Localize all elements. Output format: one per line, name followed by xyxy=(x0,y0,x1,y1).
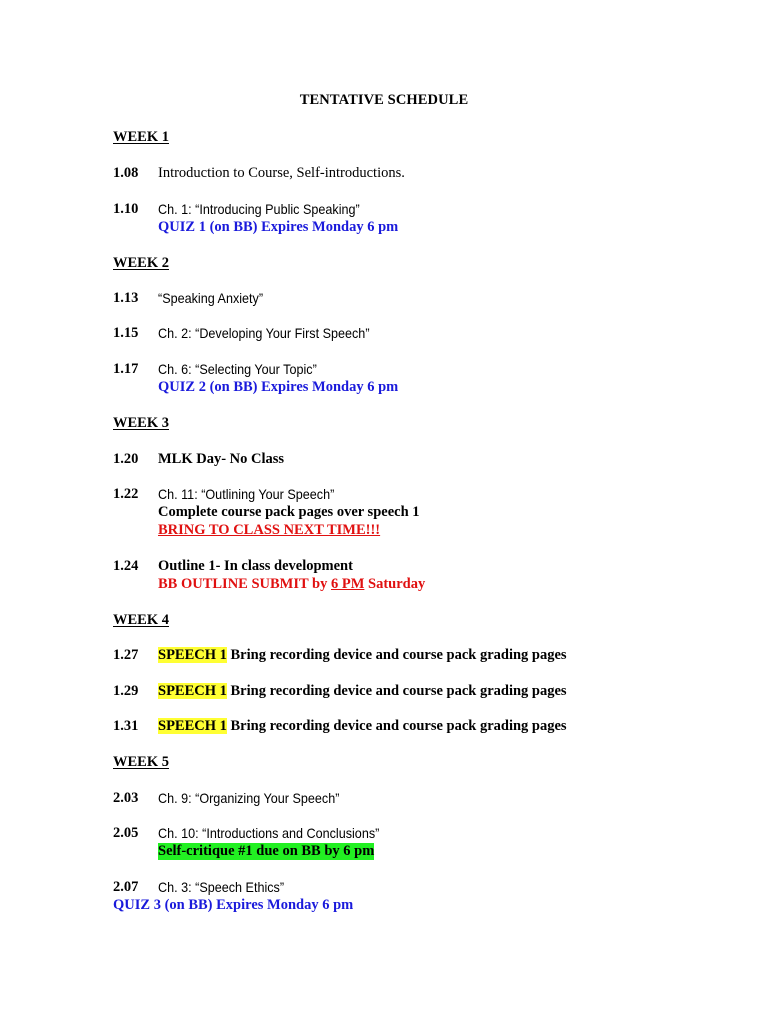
speech-tag: SPEECH 1 xyxy=(158,683,227,699)
date-1-17: 1.17 xyxy=(113,361,139,377)
speech-tag: SPEECH 1 xyxy=(158,647,227,663)
entry-1-27-text xyxy=(158,647,567,664)
date-1-10: 1.10 xyxy=(113,201,139,217)
entry-1-08-text: Introduction to Course, Self-introductions. xyxy=(158,165,405,181)
chapter-title: Ch. 9: “Organizing Your Speech” xyxy=(158,790,340,806)
page-title: TENTATIVE SCHEDULE xyxy=(299,92,469,108)
date-2-05: 2.05 xyxy=(113,825,139,841)
week-4-heading: WEEK 4 xyxy=(113,612,169,628)
date-1-15: 1.15 xyxy=(113,325,139,341)
speech-instructions: Bring recording device and course pack grading pages xyxy=(226,683,567,699)
week-1-heading: WEEK 1 xyxy=(113,129,169,145)
speech-instructions: Bring recording device and course pack grading pages xyxy=(226,718,567,734)
chapter-title: Ch. 1: “Introducing Public Speaking” xyxy=(158,201,360,217)
date-1-29: 1.29 xyxy=(113,683,139,699)
alert-text-a: BB OUTLINE SUBMIT by xyxy=(158,576,331,592)
week-3-heading: WEEK 3 xyxy=(113,415,169,431)
date-1-31: 1.31 xyxy=(113,718,139,734)
chapter-title: Ch. 6: “Selecting Your Topic” xyxy=(158,361,317,377)
date-2-07: 2.07 xyxy=(113,879,139,895)
quiz-2-notice: QUIZ 2 (on BB) Expires Monday 6 pm xyxy=(158,379,399,395)
chapter-title: “Speaking Anxiety” xyxy=(158,290,264,306)
self-critique-notice: Self-critique #1 due on BB by 6 pm xyxy=(158,843,375,859)
bring-to-class-alert: BRING TO CLASS NEXT TIME!!! xyxy=(158,522,381,538)
date-2-03: 2.03 xyxy=(113,790,139,806)
quiz-1-notice: QUIZ 1 (on BB) Expires Monday 6 pm xyxy=(158,219,399,235)
entry-1-17-text xyxy=(158,361,334,379)
entry-1-15-text xyxy=(158,325,393,343)
date-1-22: 1.22 xyxy=(113,486,139,502)
outline-submit-alert xyxy=(158,576,425,593)
entry-1-13-text xyxy=(158,290,275,308)
chapter-title: Ch. 3: “Speech Ethics” xyxy=(158,879,285,895)
date-1-27: 1.27 xyxy=(113,647,139,663)
chapter-title: Ch. 11: “Outlining Your Speech” xyxy=(158,486,335,502)
date-1-13: 1.13 xyxy=(113,290,139,306)
entry-1-24-text: Outline 1- In class development xyxy=(158,558,353,574)
date-1-08: 1.08 xyxy=(113,165,139,181)
course-pack-note: Complete course pack pages over speech 1 xyxy=(158,504,420,520)
chapter-title: Ch. 10: “Introductions and Conclusions” xyxy=(158,825,380,841)
entry-1-31-text xyxy=(158,718,567,735)
alert-deadline-time: 6 PM xyxy=(330,576,365,592)
entry-1-22-text xyxy=(158,486,354,504)
entry-2-07-text xyxy=(158,879,298,897)
week-5-heading: WEEK 5 xyxy=(113,754,169,770)
entry-2-05-text xyxy=(158,825,404,843)
alert-text-c: Saturday xyxy=(364,576,426,592)
entry-2-03-text xyxy=(158,790,360,808)
entry-1-29-text xyxy=(158,683,567,700)
date-1-24: 1.24 xyxy=(113,558,139,574)
speech-instructions: Bring recording device and course pack grading pages xyxy=(226,647,567,663)
entry-1-20-text: MLK Day- No Class xyxy=(158,451,285,467)
chapter-title: Ch. 2: “Developing Your First Speech” xyxy=(158,325,370,341)
week-2-heading: WEEK 2 xyxy=(113,255,169,271)
entry-1-10-text xyxy=(158,201,382,219)
date-1-20: 1.20 xyxy=(113,451,139,467)
speech-tag: SPEECH 1 xyxy=(158,718,227,734)
quiz-3-notice: QUIZ 3 (on BB) Expires Monday 6 pm xyxy=(113,897,354,913)
